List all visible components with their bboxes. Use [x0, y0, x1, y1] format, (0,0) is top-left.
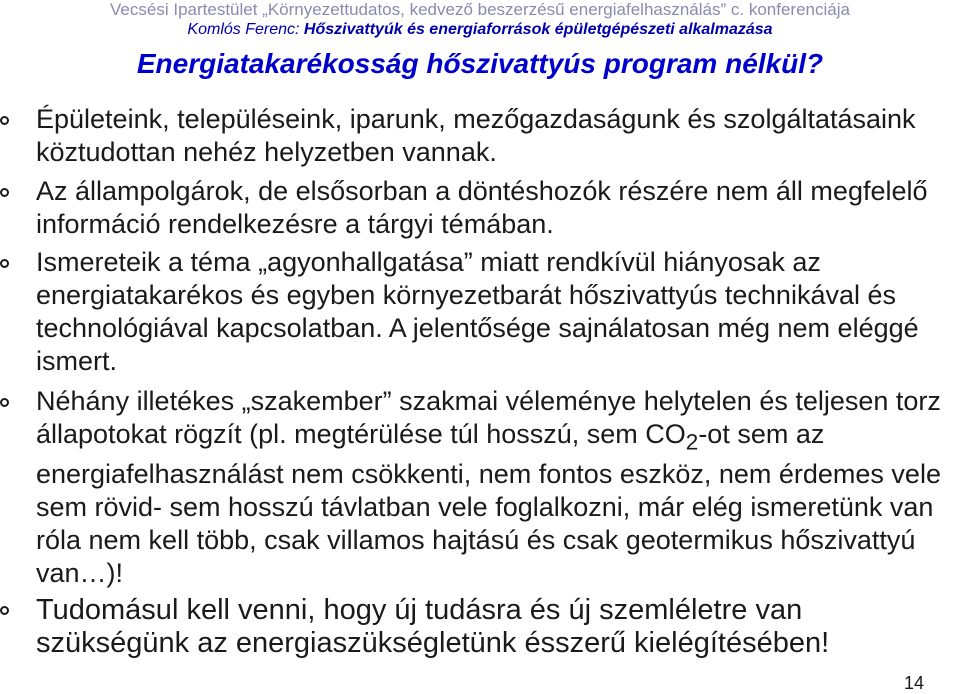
- bullet-item: [0, 246, 960, 378]
- bullet-text: Tudomásul kell venni, hogy új tudásra és új szemléletre van szükségünk az energiaszükségletünk ésszerű kielégítésében!: [36, 594, 830, 660]
- bullet-circle-icon: [0, 116, 9, 125]
- bullet-text: [36, 386, 941, 588]
- bullet-text: Épületeink, településeink, iparunk, mezőgazdaságunk és szolgáltatásaink köztudottan nehéz helyzetben vannak.: [36, 104, 916, 167]
- bullet-list: [0, 103, 960, 660]
- bullet-item: [0, 175, 960, 241]
- slide-title: Energiatakarékosság hőszivattyús program nélkül?: [136, 48, 824, 79]
- event-header: Vecsési Ipartestület „Környezettudatos, kedvező beszerzésű energiafelhasználás” c. konferenciája: [110, 0, 850, 19]
- bullet-circle-icon: [0, 606, 9, 615]
- bullet-text-part: Néhány illetékes „szakember” szakmai véleménye helytelen és teljesen torz állapotokat rögzít (pl. megtérülése túl hosszú, sem CO: [36, 386, 941, 449]
- bullet-circle-icon: [0, 259, 9, 268]
- co2-subscript: 2: [685, 429, 699, 455]
- talk-title: Hőszivattyúk és energiaforrások épületgépészeti alkalmazása: [303, 21, 773, 38]
- bullet-text-part: -ot sem az energiafelhasználást nem csökkenti, nem fontos eszköz, nem érdemes vele sem rövid- sem hosszú távlatban vele foglalkozni, már elég ismeretünk van róla nem kell több, csak villamos hajtású és csak geotermikus hőszivattyú van…)!: [36, 419, 941, 589]
- page-number: 14: [903, 673, 924, 693]
- talk-header: [0, 20, 960, 40]
- bullet-item: [0, 385, 960, 590]
- bullet-item: [0, 103, 960, 169]
- bullet-text: Ismereteik a téma „agyonhallgatása” miatt rendkívül hiányosak az energiatakarékos és egyben környezetbarát hőszivattyús technikával és technológiával kapcsolatban. A jelentősége sajnálatosan még nem eléggé ismert.: [36, 247, 919, 376]
- bullet-text: Az állampolgárok, de elsősorban a döntéshozók részére nem áll megfelelő információ rendelkezésre a tárgyi témában.: [36, 176, 928, 239]
- bullet-circle-icon: [0, 398, 9, 407]
- bullet-item: [0, 594, 960, 660]
- bullet-circle-icon: [0, 188, 9, 197]
- author-name: Komlós Ferenc:: [187, 21, 300, 38]
